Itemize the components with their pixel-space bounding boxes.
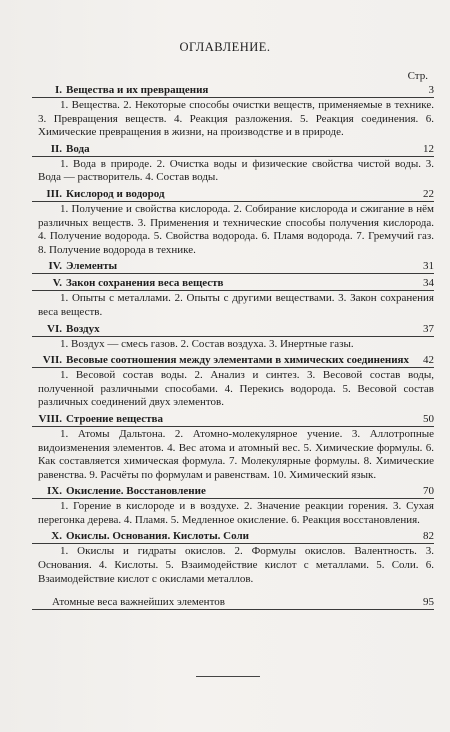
chapter-contents: 1. Опыты с металлами. 2. Опыты с другими веществами. 3. Закон сохранения веса веществ.: [38, 292, 434, 318]
chapter-heading: [32, 485, 434, 499]
chapter-page: 34: [423, 277, 434, 290]
chapter-page: 82: [423, 530, 434, 543]
chapter-contents: 1. Вода в природе. 2. Очистка воды и физические свойства чистой воды. 3. Вода — растворитель. 4. Состав воды.: [38, 157, 434, 184]
chapter-number: VIII.: [38, 412, 62, 425]
chapter-number: VI.: [47, 322, 62, 335]
chapter-title: Весовые соотношения между элементами в химических соединениях: [66, 354, 410, 367]
closing-divider: [196, 676, 260, 677]
chapter-heading: [32, 530, 434, 544]
chapter-contents: 1. Горение в кислороде и в воздухе. 2. Значение реакции горения. 3. Сухая перегонка дерева. 4. Пламя. 5. Медленное окисление. 6. Реакция восстановления.: [38, 500, 434, 526]
chapter-heading: [32, 277, 434, 291]
chapter-heading: [32, 260, 434, 274]
toc-entry[interactable]: [32, 323, 434, 352]
chapter-contents: 1. Получение и свойства кислорода. 2. Собирание кислорода и сжигание в нём различных веществ. 3. Применения и технические способы получения кислорода. 4. Получение водорода. 5. Свойства водорода. 6. Пламя водорода. 7. Гремучий газ. 8. Получение водорода в технике.: [38, 202, 434, 256]
chapter-page: 50: [423, 412, 434, 425]
chapter-title: Элементы: [66, 260, 118, 273]
chapter-contents: 1. Атомы Дальтона. 2. Атомно-молекулярное учение. 3. Аллотропные видоизменения элементов. 4. Вес атома и атомный вес. 5. Химические формулы. 6. Как составляется химическая формула. 7. Молекулярные формулы. 8. Химические равенства. 9. Расчёты по формулам и равенствам. 10. Химический язык.: [38, 427, 434, 481]
chapter-number: IV.: [48, 260, 62, 273]
appendix-page: 95: [423, 596, 434, 609]
chapter-page: 70: [423, 485, 434, 498]
page-title: ОГЛАВЛЕНИЕ.: [179, 40, 271, 54]
chapter-title: Окислы. Основания. Кислоты. Соли: [66, 530, 249, 543]
chapter-page: 3: [428, 84, 434, 96]
table-of-contents: [32, 84, 434, 610]
chapter-title: Строение вещества: [66, 412, 163, 425]
chapter-number: II.: [50, 142, 62, 155]
chapter-title: Вещества и их превращения: [66, 84, 209, 96]
chapter-heading: [32, 84, 434, 98]
chapter-heading: [32, 323, 434, 337]
toc-entry[interactable]: [32, 413, 434, 482]
toc-entry[interactable]: [32, 530, 434, 586]
chapter-number: V.: [52, 277, 62, 290]
chapter-number: X.: [51, 530, 62, 543]
chapter-number: VII.: [42, 354, 62, 367]
toc-entry[interactable]: [32, 277, 434, 319]
chapter-page: 37: [423, 322, 434, 335]
chapter-heading: [32, 143, 434, 157]
chapter-number: III.: [46, 187, 62, 200]
page-column-label: Стр.: [407, 70, 428, 82]
chapter-number: IX.: [47, 485, 62, 498]
chapter-number: I.: [54, 84, 62, 96]
chapter-page: 42: [423, 354, 434, 367]
toc-entry[interactable]: [32, 84, 434, 140]
chapter-contents: 1. Вещества. 2. Некоторые способы очистки веществ, применяемые в технике. 3. Превращения веществ. 4. Реакция разложения. 5. Реакция соединения. 6. Химические превращения в жизни, на производстве и в природе.: [38, 99, 434, 139]
chapter-heading: [32, 413, 434, 427]
chapter-page: 12: [423, 142, 434, 155]
chapter-page: 22: [423, 187, 434, 200]
chapter-page: 31: [423, 260, 434, 273]
chapter-contents: 1. Весовой состав воды. 2. Анализ и синтез. 3. Весовой состав воды, полученной различными способами. 4. Перекись водорода. 5. Весовой состав различных соединений двух элементов.: [38, 369, 434, 409]
chapter-contents: 1. Воздух — смесь газов. 2. Состав воздуха. 3. Инертные газы.: [60, 337, 354, 350]
toc-entry[interactable]: [32, 485, 434, 527]
chapter-contents: 1. Окислы и гидраты окислов. 2. Формулы окислов. Валентность. 3. Основания. 4. Кислоты. 5. Взаимодействие кислот с металлами. 5. Соли. 6. Взаимодействие кислот с окислами металлов.: [38, 545, 434, 585]
chapter-title: Кислород и водород: [66, 187, 165, 200]
appendix-entry[interactable]: [32, 596, 434, 610]
toc-entry[interactable]: [32, 260, 434, 274]
toc-entry[interactable]: [32, 354, 434, 410]
chapter-title: Окисление. Восстановление: [66, 485, 206, 498]
chapter-heading: [32, 188, 434, 202]
chapter-heading: [32, 354, 434, 368]
toc-entry[interactable]: [32, 188, 434, 257]
chapter-title: Воздух: [66, 322, 100, 335]
chapter-title: Вода: [66, 142, 90, 155]
chapter-title: Закон сохранения веса веществ: [66, 277, 224, 290]
toc-entry[interactable]: [32, 143, 434, 185]
appendix-title: Атомные веса важнейших элементов: [52, 596, 225, 609]
